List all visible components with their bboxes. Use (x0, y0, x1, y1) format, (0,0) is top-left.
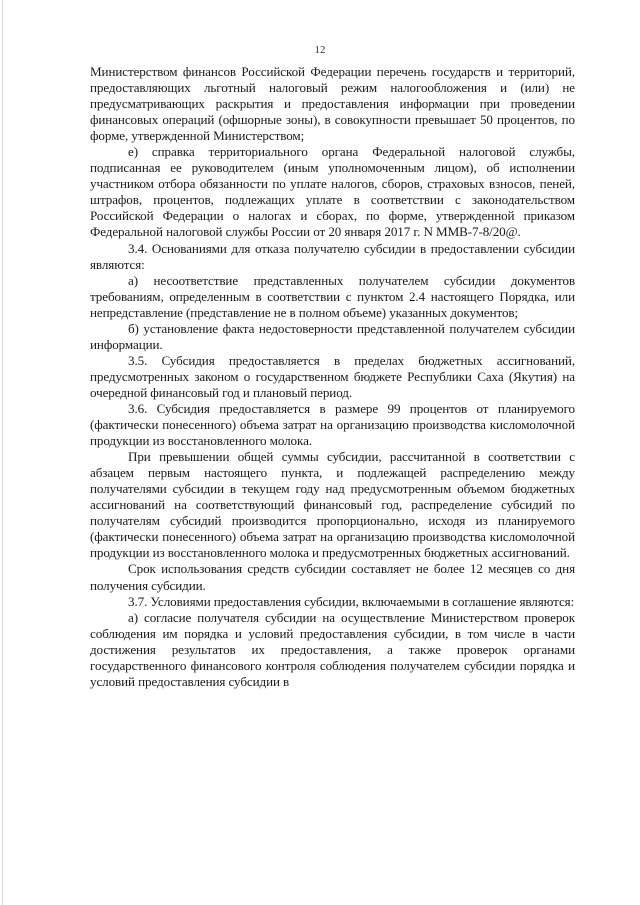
paragraph-3-4: 3.4. Основаниями для отказа получателю субсидии в предоставлении субсидии являются: (90, 240, 575, 272)
paragraph-excess: При превышении общей суммы субсидии, рассчитанной в соответствии с абзацем первым настоящего пункта, и подлежащей распределению между получателями субсидии в текущем году над предусмотренным объемом бюджетных ассигнований на соответствующий финансовый год, распределение субсидий по получателям субсидий производится пропорционально, исходя из планируемого (фактически понесенного) объема затрат на организацию производства кисломолочной продукции из восстановленного молока и предусмотренных бюджетных ассигнований. (90, 449, 575, 561)
paragraph-3-5: 3.5. Субсидия предоставляется в пределах бюджетных ассигнований, предусмотренных законом о государственном бюджете Республики Саха (Якутия) на очередной финансовый год и плановый период. (90, 352, 575, 400)
paragraph-term: Срок использования средств субсидии составляет не более 12 месяцев со дня получения субсидии. (90, 561, 575, 593)
page-number: 12 (314, 44, 326, 56)
paragraph-item-b: б) установление факта недостоверности представленной получателем субсидии информации. (90, 320, 575, 352)
page-edge (2, 0, 3, 905)
document-body (90, 64, 575, 690)
paragraph-3-6: 3.6. Субсидия предоставляется в размере 99 процентов от планируемого (фактически понесенного) объема затрат на организацию производства кисломолочной продукции из восстановленного молока. (90, 400, 575, 449)
paragraph-3-7: 3.7. Условиями предоставления субсидии, включаемыми в соглашение являются: (128, 593, 575, 609)
paragraph-item-a: а) несоответствие представленных получателем субсидии документов требованиям, определенным в соответствии с пунктом 2.4 настоящего Порядка, или непредставление (представление не в полном объеме) указанных документов; (90, 272, 575, 320)
paragraph-continuation: Министерством финансов Российской Федерации перечень государств и территорий, предоставляющих льготный налоговый режим налогообложения и (или) не предусматривающих раскрытия и предоставления информации при проведении финансовых операций (офшорные зоны), в совокупности превышает 50 процентов, по форме, утвержденной Министерством; (90, 64, 575, 144)
paragraph-condition-a: а) согласие получателя субсидии на осуществление Министерством проверок соблюдения им порядка и условий предоставления субсидии, в том числе в части достижения результатов их предоставления, а также проверок органами государственного финансового контроля соблюдения получателем субсидии порядка и условий предоставления субсидии в (90, 609, 575, 689)
paragraph-item-e: е) справка территориального органа Федеральной налоговой службы, подписанная ее руководителем (иным уполномоченным лицом), об исполнении участником отбора обязанности по уплате налогов, сборов, страховых взносов, пеней, штрафов, процентов, подлежащих уплате в соответствии с законодательством Российской Федерации о налогах и сборах, по форме, утвержденной приказом Федеральной налоговой службы России от 20 января 2017 г. N ММВ-7-8/20@. (90, 144, 575, 240)
